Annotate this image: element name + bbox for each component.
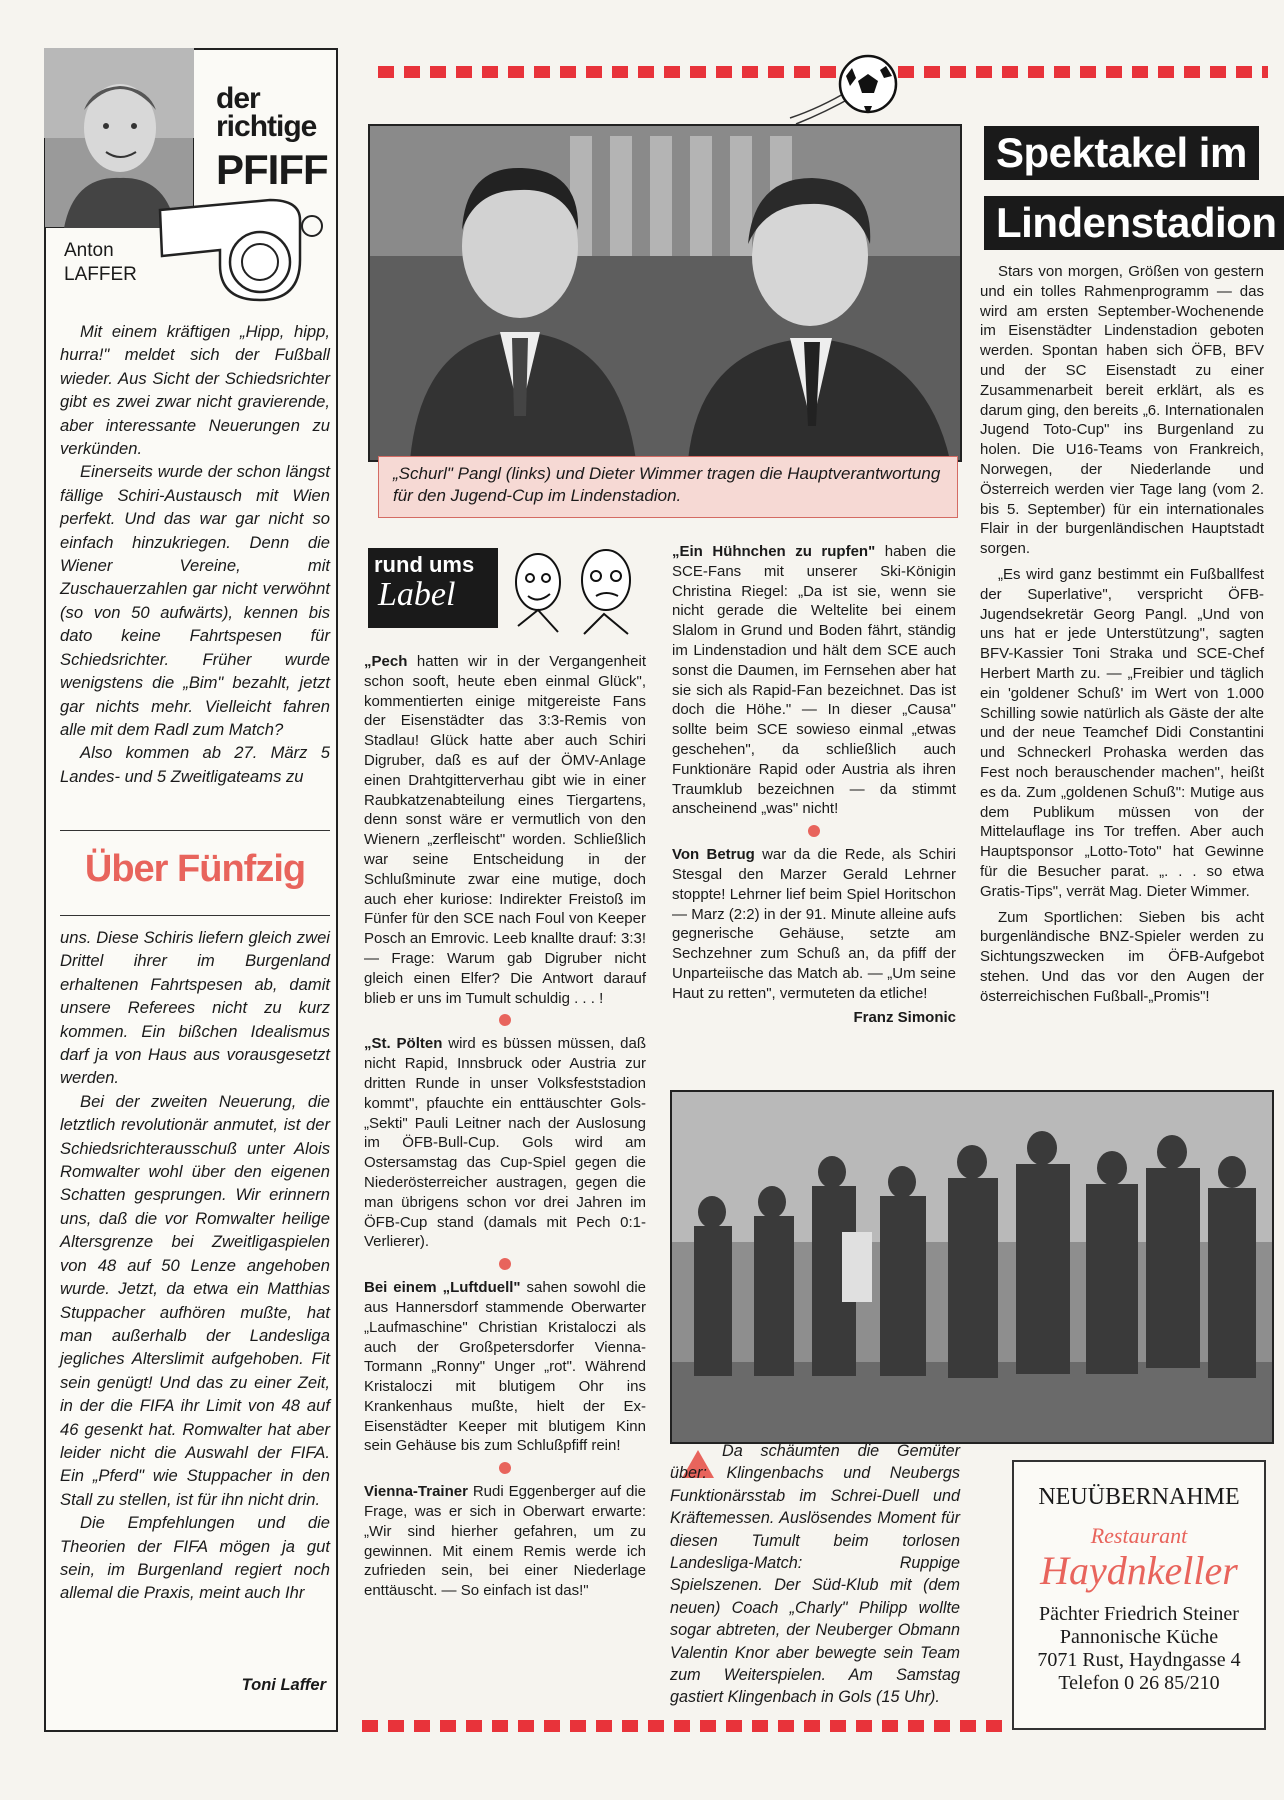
label-item [364, 1034, 646, 1252]
ad-line2: Pannonische Küche [1059, 1626, 1219, 1648]
column-text-top [60, 320, 330, 788]
label-item-text: Rudi Eggenberger auf die Frage, was er sich in Oberwart erwarte: „Wir sind hierher gefahren, um zu gewinnen. Mit einem Remis werde ich zufrieden sein, bei einer Niederlage enttäuscht. — So einfach ist das!" [364, 1483, 646, 1600]
column-paragraph: Mit einem kräftigen „Hipp, hipp, hurra!" meldet sich der Fußball wieder. Aus Sicht der Schiedsrichter gibt es zwei zwar nicht gravierende, aber interessante Neuerungen zu verkünden. [60, 322, 330, 459]
bottom-photo [670, 1090, 1274, 1444]
label-column-2 [672, 542, 956, 1027]
whistle-icon [150, 190, 330, 310]
label-item-text: hatten wir in der Vergangenheit schon sooft, heute eben einmal Glück", kommentierten einige mitgereiste Fans der Eisenstädter das 3:3-Remis von Stadlau! Glück hatte aber auch Schiri Digruber, daß es auf der ÖMV-Anlage einen Drahtgitterverhau gibt wie in einer Raubkatzenabteilung eines Tiergartens, denn sonst wäre er vermutlich von den Wienern „zerfleischt" worden. Schließlich war seine Entscheidung in der Schlußminute zwar eine mutige, doch auch eher kuriose: Indirekter Freistoß im Fünfer für den SCE nach Foul von Keeper Posch an Emrovic. Leeb knallte drauf: 3:3! — Frage: Warum gab Digruber nicht gleich einen Elfer? Die Antwort darauf blieb er uns im Tumult schuldig . . . ! [364, 653, 646, 1007]
label-column-1 [364, 652, 646, 1601]
label-signature: Franz Simonic [853, 1008, 956, 1026]
column-paragraph: Einerseits wurde der schon längst fällige Schiri-Austausch mit Wien perfekt. Und das war gar nicht so einfach hinzukriegen. Denn die Wiener Vereine, mit Zuschauerzahlen gar nicht verwöhnt (so von 50 aufwärts), kennen bis dato keine Fahrtspesen für Schiedsrichter. Früher wurde wenigstens die „Bim" bezahlt, jetzt gar nichts mehr. Vielleicht fahren alle mit dem Radl zum Match? [60, 462, 330, 739]
ad-headline: NEUÜBERNAHME [1038, 1484, 1240, 1510]
bottom-caption-text: Da schäumten die Gemüter über: Klingenbachs und Neubergs Funktionärsstab im Schrei-Duell und Kräftemessen. Auslösendes Moment für diesen Tumult beim torlosen Landesliga-Match: Ruppige Spielszenen. Der Süd-Klub mit (dem neuen) Coach „Charly" Philipp wollte sogar abtreten, der Neuberger Obmann Valentin Knor aber bewegte sein Team zum Weiterspielen. Am Samstag gastiert Klingenbach in Gols (15 Uhr). [670, 1442, 960, 1707]
article-title-line2: Lindenstadion [984, 196, 1284, 250]
bullet-dot [808, 825, 820, 837]
author-last-name: LAFFER [64, 264, 137, 285]
label-item-lead: „Pech [364, 653, 408, 670]
bottom-photo-caption [670, 1440, 960, 1709]
bottom-dashed-rule [362, 1720, 1006, 1732]
article-body [980, 262, 1264, 1006]
top-photo [368, 124, 962, 462]
author-first-name: Anton [64, 240, 114, 261]
column-text-bottom [60, 926, 330, 1605]
top-photo-caption: „Schurl" Pangl (links) und Dieter Wimmer tragen die Hauptverantwortung für den Jugend-Cup im Lindenstadion. [378, 456, 958, 518]
restaurant-ad [1012, 1460, 1266, 1730]
column-kicker-line1: der [216, 82, 260, 115]
label-item-text: haben die SCE-Fans mit unserer Ski-Königin Christina Riegel: „Da ist sie, wenn sie nicht gerade die Weltelite bei einem Slalom in Grund und Boden fährt, ständig im Lindenstadion und hält dem SCE auch sonst die Daumen, im Fernsehen aber hat sie sich als Rapid-Fan bezeichnet. Das ist doch die Höhe." — In dieser „Causa" sollte beim SCE sowieso einmal „etwas geschehen", da schließlich auch Funktionäre Rapid oder Austria als ihren Traumklub bezeichnen — da stimmt anscheinend „was" nicht! [672, 543, 956, 818]
column-paragraph: Bei der zweiten Neuerung, die letztlich revolutionär anmutet, ist der Schiedsrichterausschuß unter Alois Romwalter wohl über den eigenen Schatten gesprungen. Wir erinnern uns, daß die vor Romwalter heilige Altersgrenze bei Zweitligaspielen von 48 auf 50 Lenze angehoben wurde. Jetzt, da etwa ein Matthias Stuppacher aufhören mußte, hat man außerhalb der Landesliga jegliches Alterslimit aufgehoben. Fit sein genügt! Und das zu einer Zeit, in der die FIFA ihr Limit von 48 auf 46 gesenkt hat. Romwalter hat aber leider nicht die Auswahl der FIFA. Ein „Pferd" wie Stuppacher in den Stall zu stellen, ist für ihn nicht drin. [60, 1091, 330, 1509]
ad-line4: Telefon 0 26 85/210 [1058, 1672, 1220, 1694]
article-title-line1: Spektakel im [984, 126, 1259, 180]
subhead-rule-top [60, 830, 330, 831]
subhead-rule-bottom [60, 915, 330, 916]
label-item-lead: „St. Pölten [364, 1035, 443, 1053]
bullet-dot [499, 1462, 511, 1474]
label-title-line2: Label [378, 576, 456, 613]
article-paragraph: „Es wird ganz bestimmt ein Fußballfest der Superlative", verspricht ÖFB-Jugendsekretär Georg Pangl. „Und von uns hat er jede Unterstützung", sagten BFV-Kassier Toni Straka und SCE-Chef Herbert Marth zu. — „Freibier und täglich ein 'goldener Schuß' im Wert von 1.000 Schilling sowie natürlich als Gäste der alte und der neue Teamchef Didi Constantini und Schneckerl Prohaska werden das Fest noch berauschender machen", heißt es da. Zum „goldenen Schuß": Mutige aus dem Publikum müssen von der Mittelauflage ins Tor treffen. Aber auch Hauptsponsor „Lotto-Toto" hat Gewinne für die Besucher parat. „. . . so etwa Gratis-Tips", verrät Mag. Dieter Wimmer. [980, 565, 1264, 900]
column-subhead: Über Fünfzig [84, 848, 306, 890]
football-icon [780, 48, 900, 128]
column-signature: Toni Laffer [241, 1676, 326, 1694]
label-item [672, 845, 956, 1003]
bullet-dot [499, 1258, 511, 1270]
ad-line3: 7071 Rust, Haydngasse 4 [1037, 1649, 1241, 1671]
column-paragraph: uns. Diese Schiris liefern gleich zwei Drittel ihrer im Burgenland erhaltenen Fahrtspesen ab, damit unsere Referees nicht zu kurz kommen. Ein bißchen Idealismus darf ja von Haus aus vorausgesetzt werden. [60, 928, 330, 1088]
column-paragraph: Die Empfehlungen und die Theorien der FIFA mögen ja gut sein, im Burgenland regiert noch allemal die Praxis, meint auch Ihr [60, 1513, 330, 1603]
column-kicker-line2: richtige [216, 110, 317, 143]
label-item [364, 1278, 646, 1456]
ad-line1: Pächter Friedrich Steiner [1039, 1603, 1239, 1625]
label-logo [368, 548, 498, 628]
column-kicker-line3: PFIFF [216, 146, 328, 193]
label-item [364, 1482, 646, 1601]
label-item-text: wird es büssen müssen, daß nicht Rapid, Innsbruck oder Austria zur dritten Runde in unser Volksfeststadion kommt", pfauchte ein enttäuschter Gols-„Sekti" Pauli Leitner nach der Auslosung im ÖFB-Bull-Cup. Gols wird am Ostersamstag das Cup-Spiel gegen die Niederösterreicher austragen, gegen die man übrigens schon vor drei Jahren im ÖFB-Cup stand (damals mit Pech 0:1-Verlierer). [364, 1035, 647, 1251]
ad-script-line2: Haydnkeller [1040, 1548, 1238, 1593]
label-item-lead: Von Betrug [672, 846, 755, 864]
article-paragraph: Zum Sportlichen: Sieben bis acht burgenländische BNZ-Spieler werden zu Sichtungszwecken im ÖFB-Aufgebot stehen. Und das vor den Augen der österreichischen Fußball-„Promis"! [980, 908, 1264, 1005]
label-title-line1: rund ums [374, 552, 475, 577]
bullet-dot [499, 1014, 511, 1026]
cartoon-faces [498, 536, 646, 636]
label-item [672, 542, 956, 819]
ad-script-line1: Restaurant [1090, 1523, 1188, 1548]
label-item-lead: Vienna-Trainer [364, 1483, 468, 1501]
column-paragraph: Also kommen ab 27. März 5 Landes- und 5 Zweitligateams zu [60, 743, 330, 786]
label-item-lead: Bei einem „Luftduell" [364, 1279, 521, 1297]
label-item-lead: „Ein Hühnchen zu rupfen" [672, 543, 876, 560]
label-item-text: war da die Rede, als Schiri Stesgal den Marzer Gerald Lehrner stoppte! Lehrner lief beim Spiel Horitschon — Marz (2:2) in der 91. Minute alleine aufs gegnerische Gehäuse, setzte am Sechzehner zum Schuß an, da pfiff der Unparteiische das Match ab. — „Um seine Haut zu retten", vermuteten da etliche! [672, 846, 957, 1002]
label-item [364, 652, 646, 1008]
label-item-text: sahen sowohl die aus Hannersdorf stammende Oberwarter „Laufmaschine" Christian Kristaloczi als auch der Großpetersdorfer Vienna-Tormann „Ronny" Unger „rot". Während Kristaloczi mit blutigem Ohr ins Krankenhaus mußte, hielt der Ex-Eisenstädter Keeper mit blutigem Kinn sein Gehäuse bis zum Schlußpfiff rein! [364, 1279, 646, 1455]
article-paragraph: Stars von morgen, Größen von gestern und ein tolles Rahmenprogramm — das wird am ersten September-Wochenende im Eisenstädter Lindenstadion geboten werden. Spontan haben sich ÖFB, BFV und der SC Eisenstadt zu einer Zusammenarbeit bereit erklärt, als es darum ging, den bereits „6. Internationalen Jugend Toto-Cup" ins Burgenland zu holen. Die U16-Teams von Frankreich, Norwegen, der Niederlande und Österreich werden vier Tage lang (vom 2. bis 5. September) für ein internationales Flair in der burgenländischen Hauptstadt sorgen. [980, 263, 1264, 558]
